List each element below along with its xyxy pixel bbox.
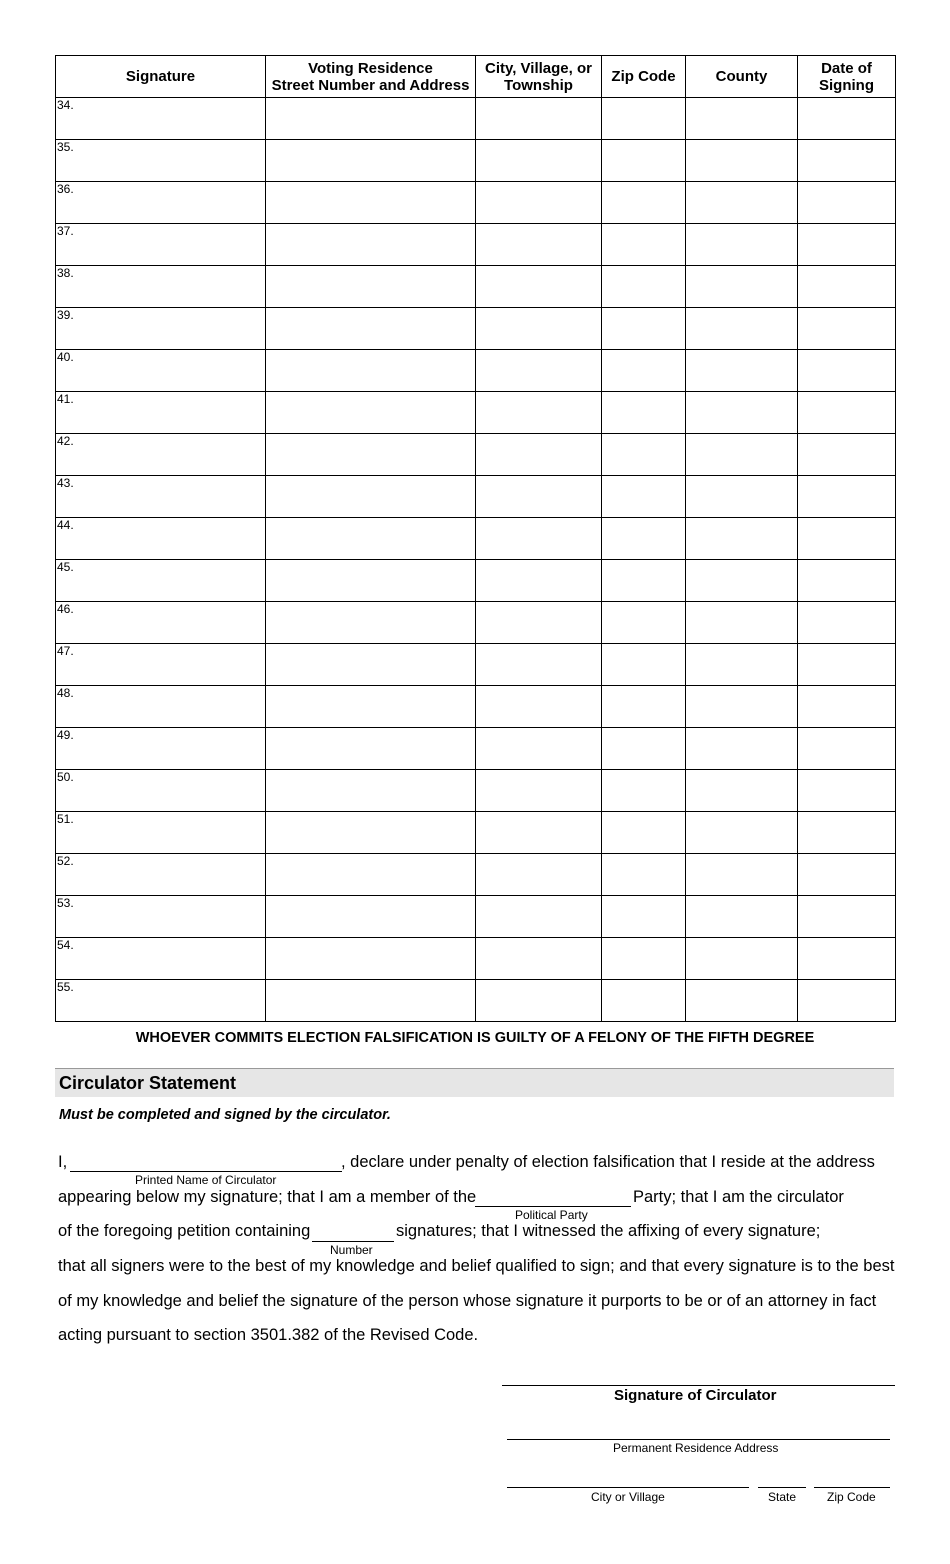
row-number: 44. (57, 518, 74, 532)
county-cell[interactable] (686, 266, 798, 308)
county-cell[interactable] (686, 560, 798, 602)
date-cell[interactable] (798, 476, 896, 518)
county-cell[interactable] (686, 476, 798, 518)
table-row (56, 476, 896, 518)
county-cell[interactable] (686, 770, 798, 812)
city-cell[interactable] (476, 140, 602, 182)
date-cell[interactable] (798, 644, 896, 686)
date-cell[interactable] (798, 728, 896, 770)
address-cell[interactable] (266, 434, 476, 476)
county-cell[interactable] (686, 812, 798, 854)
signature-cell[interactable] (56, 980, 266, 1022)
signature-cell[interactable] (56, 854, 266, 896)
zip-cell[interactable] (602, 392, 686, 434)
row-number: 36. (57, 182, 74, 196)
statement-line6: acting pursuant to section 3501.382 of the Revised Code. (58, 1326, 479, 1344)
signature-cell[interactable] (56, 728, 266, 770)
address-cell[interactable] (266, 350, 476, 392)
county-cell[interactable] (686, 518, 798, 560)
date-cell[interactable] (798, 602, 896, 644)
city-cell[interactable] (476, 350, 602, 392)
date-cell[interactable] (798, 350, 896, 392)
county-cell[interactable] (686, 434, 798, 476)
statement-line1-end: , declare under penalty of election falsification that I reside at the address (341, 1153, 875, 1171)
signature-label: Signature of Circulator (614, 1387, 777, 1404)
header-zip: Zip Code (602, 56, 686, 98)
city-cell[interactable] (476, 98, 602, 140)
county-cell[interactable] (686, 602, 798, 644)
circulator-signature-field[interactable] (502, 1385, 895, 1386)
zip-cell[interactable] (602, 518, 686, 560)
address-cell[interactable] (266, 266, 476, 308)
city-cell[interactable] (476, 938, 602, 980)
residence-address-field[interactable] (507, 1439, 890, 1440)
city-cell[interactable] (476, 980, 602, 1022)
row-number: 49. (57, 728, 74, 742)
county-cell[interactable] (686, 728, 798, 770)
address-cell[interactable] (266, 182, 476, 224)
statement-line4: that all signers were to the best of my knowledge and belief qualified to sign; and that every signature is to the best (58, 1257, 895, 1275)
header-city: City, Village, or Township (476, 56, 602, 98)
signature-cell[interactable] (56, 518, 266, 560)
row-number: 47. (57, 644, 74, 658)
zip-cell[interactable] (602, 182, 686, 224)
zip-cell[interactable] (602, 224, 686, 266)
row-number: 45. (57, 560, 74, 574)
date-cell[interactable] (798, 98, 896, 140)
county-cell[interactable] (686, 140, 798, 182)
city-cell[interactable] (476, 812, 602, 854)
city-cell[interactable] (476, 644, 602, 686)
table-row (56, 182, 896, 224)
zip-cell[interactable] (602, 728, 686, 770)
city-cell[interactable] (476, 770, 602, 812)
zip-cell[interactable] (602, 896, 686, 938)
zip-cell[interactable] (602, 812, 686, 854)
row-number: 42. (57, 434, 74, 448)
zip-cell[interactable] (602, 938, 686, 980)
section-subtitle: Must be completed and signed by the circulator. (59, 1107, 391, 1123)
zip-cell[interactable] (602, 560, 686, 602)
date-cell[interactable] (798, 812, 896, 854)
row-number: 35. (57, 140, 74, 154)
table-row (56, 266, 896, 308)
felony-warning: WHOEVER COMMITS ELECTION FALSIFICATION IS GUILTY OF A FELONY OF THE FIFTH DEGREE (135, 1030, 815, 1046)
zip-cell[interactable] (602, 308, 686, 350)
date-cell[interactable] (798, 266, 896, 308)
statement-line2-end: Party; that I am the circulator (633, 1188, 844, 1206)
table-row (56, 350, 896, 392)
table-row (56, 812, 896, 854)
county-cell[interactable] (686, 224, 798, 266)
address-cell[interactable] (266, 854, 476, 896)
table-row (56, 560, 896, 602)
city-cell[interactable] (476, 854, 602, 896)
row-number: 38. (57, 266, 74, 280)
signature-cell[interactable] (56, 434, 266, 476)
signature-cell[interactable] (56, 98, 266, 140)
address-cell[interactable] (266, 308, 476, 350)
table-row (56, 980, 896, 1022)
city-cell[interactable] (476, 392, 602, 434)
address-cell[interactable] (266, 938, 476, 980)
signature-cell[interactable] (56, 770, 266, 812)
address-cell[interactable] (266, 728, 476, 770)
zip-cell[interactable] (602, 602, 686, 644)
signature-cell[interactable] (56, 644, 266, 686)
county-cell[interactable] (686, 98, 798, 140)
city-cell[interactable] (476, 224, 602, 266)
city-field[interactable] (507, 1487, 749, 1488)
signature-cell[interactable] (56, 938, 266, 980)
county-cell[interactable] (686, 980, 798, 1022)
row-number: 41. (57, 392, 74, 406)
city-cell[interactable] (476, 686, 602, 728)
address-cell[interactable] (266, 518, 476, 560)
county-cell[interactable] (686, 644, 798, 686)
address-cell[interactable] (266, 602, 476, 644)
date-cell[interactable] (798, 770, 896, 812)
header-voting-residence: Voting Residence Street Number and Address (266, 56, 476, 98)
address-cell[interactable] (266, 140, 476, 182)
date-cell[interactable] (798, 308, 896, 350)
table-row (56, 434, 896, 476)
statement-line3-end: signatures; that I witnessed the affixing of every signature; (396, 1222, 821, 1240)
table-row (56, 686, 896, 728)
zip-cell[interactable] (602, 686, 686, 728)
date-cell[interactable] (798, 518, 896, 560)
row-number: 46. (57, 602, 74, 616)
date-cell[interactable] (798, 686, 896, 728)
signature-cell[interactable] (56, 392, 266, 434)
zip-cell[interactable] (602, 350, 686, 392)
printed-name-field[interactable] (70, 1171, 342, 1172)
row-number: 40. (57, 350, 74, 364)
table-row (56, 98, 896, 140)
statement-line1-start: I, (58, 1153, 68, 1171)
city-cell[interactable] (476, 602, 602, 644)
county-cell[interactable] (686, 392, 798, 434)
signature-cell[interactable] (56, 476, 266, 518)
address-cell[interactable] (266, 476, 476, 518)
date-cell[interactable] (798, 224, 896, 266)
printed-name-caption: Printed Name of Circulator (135, 1173, 277, 1187)
signature-cell[interactable] (56, 224, 266, 266)
city-cell[interactable] (476, 518, 602, 560)
table-row (56, 644, 896, 686)
date-cell[interactable] (798, 392, 896, 434)
section-title: Circulator Statement (59, 1073, 237, 1093)
date-cell[interactable] (798, 560, 896, 602)
signature-cell[interactable] (56, 182, 266, 224)
address-cell[interactable] (266, 560, 476, 602)
signature-cell[interactable] (56, 602, 266, 644)
city-cell[interactable] (476, 308, 602, 350)
row-number: 54. (57, 938, 74, 952)
county-cell[interactable] (686, 308, 798, 350)
row-number: 55. (57, 980, 74, 994)
county-cell[interactable] (686, 938, 798, 980)
row-number: 37. (57, 224, 74, 238)
date-cell[interactable] (798, 938, 896, 980)
date-cell[interactable] (798, 434, 896, 476)
header-date: Date of Signing (798, 56, 896, 98)
table-row (56, 770, 896, 812)
statement-line3-start: of the foregoing petition containing (58, 1222, 311, 1240)
residence-address-caption: Permanent Residence Address (613, 1441, 779, 1455)
address-cell[interactable] (266, 686, 476, 728)
political-party-caption: Political Party (515, 1208, 588, 1222)
state-field[interactable] (758, 1487, 806, 1488)
address-cell[interactable] (266, 644, 476, 686)
signature-cell[interactable] (56, 896, 266, 938)
address-cell[interactable] (266, 224, 476, 266)
city-cell[interactable] (476, 560, 602, 602)
table-row (56, 392, 896, 434)
row-number: 34. (57, 98, 74, 112)
date-cell[interactable] (798, 140, 896, 182)
table-row (56, 518, 896, 560)
signature-cell[interactable] (56, 560, 266, 602)
political-party-field[interactable] (475, 1206, 631, 1207)
city-cell[interactable] (476, 182, 602, 224)
zip-cell[interactable] (602, 476, 686, 518)
county-cell[interactable] (686, 350, 798, 392)
address-cell[interactable] (266, 980, 476, 1022)
city-cell[interactable] (476, 434, 602, 476)
table-row (56, 308, 896, 350)
signature-cell[interactable] (56, 350, 266, 392)
signature-cell[interactable] (56, 812, 266, 854)
signature-cell[interactable] (56, 308, 266, 350)
zip-cell[interactable] (602, 770, 686, 812)
address-cell[interactable] (266, 98, 476, 140)
table-header-row (56, 56, 896, 98)
row-number: 50. (57, 770, 74, 784)
signature-table (55, 55, 896, 1022)
address-cell[interactable] (266, 770, 476, 812)
address-cell[interactable] (266, 392, 476, 434)
signature-cell[interactable] (56, 140, 266, 182)
address-cell[interactable] (266, 896, 476, 938)
city-cell[interactable] (476, 476, 602, 518)
row-number: 53. (57, 896, 74, 910)
date-cell[interactable] (798, 980, 896, 1022)
signature-cell[interactable] (56, 686, 266, 728)
table-row (56, 938, 896, 980)
city-caption: City or Village (591, 1490, 665, 1504)
zip-cell[interactable] (602, 980, 686, 1022)
zip-cell[interactable] (602, 644, 686, 686)
signature-cell[interactable] (56, 266, 266, 308)
zip-cell[interactable] (602, 140, 686, 182)
table-row (56, 728, 896, 770)
signature-count-field[interactable] (312, 1241, 394, 1242)
row-number: 52. (57, 854, 74, 868)
zip-cell[interactable] (602, 854, 686, 896)
date-cell[interactable] (798, 854, 896, 896)
city-cell[interactable] (476, 728, 602, 770)
table-row (56, 224, 896, 266)
zip-cell[interactable] (602, 98, 686, 140)
county-cell[interactable] (686, 896, 798, 938)
zip-cell[interactable] (602, 266, 686, 308)
statement-line5: of my knowledge and belief the signature of the person whose signature it purports to be or of an attorney in fact (58, 1292, 877, 1310)
section-header (55, 1068, 894, 1097)
date-cell[interactable] (798, 896, 896, 938)
zip-field[interactable] (814, 1487, 890, 1488)
address-cell[interactable] (266, 812, 476, 854)
table-row (56, 140, 896, 182)
header-county: County (686, 56, 798, 98)
row-number: 48. (57, 686, 74, 700)
table-row (56, 854, 896, 896)
city-cell[interactable] (476, 266, 602, 308)
number-caption: Number (330, 1243, 373, 1257)
statement-line2-start: appearing below my signature; that I am a member of the (58, 1188, 477, 1206)
table-row (56, 896, 896, 938)
date-cell[interactable] (798, 182, 896, 224)
zip-caption: Zip Code (827, 1490, 876, 1504)
row-number: 39. (57, 308, 74, 322)
city-cell[interactable] (476, 896, 602, 938)
table-row (56, 602, 896, 644)
county-cell[interactable] (686, 854, 798, 896)
county-cell[interactable] (686, 182, 798, 224)
zip-cell[interactable] (602, 434, 686, 476)
county-cell[interactable] (686, 686, 798, 728)
row-number: 51. (57, 812, 74, 826)
header-signature: Signature (56, 56, 266, 98)
row-number: 43. (57, 476, 74, 490)
state-caption: State (768, 1490, 797, 1504)
